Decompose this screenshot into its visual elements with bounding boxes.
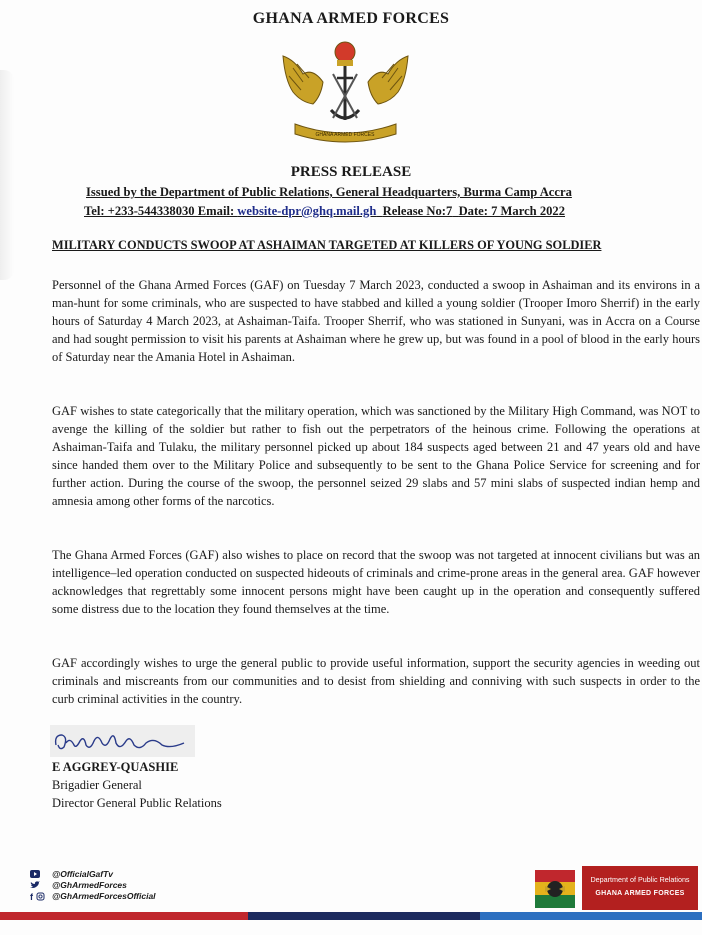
paragraph-4: GAF accordingly wishes to urge the general public to provide useful information, support the security agencies in weeding out criminals and miscreants from our communities and to desist from shielding and conniving with such suspects in order to the curb criminal activities in the country. <box>52 656 700 706</box>
organization-title: GHANA ARMED FORCES <box>252 10 450 27</box>
youtube-handle: @OfficialGafTv <box>52 869 114 879</box>
facebook-instagram-icon <box>30 892 52 901</box>
headline: MILITARY CONDUCTS SWOOP AT ASHAIMAN TARGETED AT KILLERS OF YOUNG SOLDIER <box>52 238 602 252</box>
facebook-instagram-handle: @GhArmedForcesOfficial <box>52 891 156 901</box>
tel-label: Tel: +233-544338030 Email: <box>84 204 238 218</box>
press-release-title: PRESS RELEASE <box>290 164 412 180</box>
twitter-icon <box>30 881 52 889</box>
release-date: Date: 7 March 2022 <box>458 204 566 218</box>
social-handles <box>30 869 230 902</box>
crest-banner-text: GHANA ARMED FORCES <box>315 132 375 138</box>
dpr-badge-icon <box>535 870 575 908</box>
paragraph-3: The Ghana Armed Forces (GAF) also wishes to place on record that the swoop was not targeted at innocent civilians but was an intelligence–led operation conducted on suspected hideouts of criminals and crime-prone areas in the general area. GAF however acknowledges that regrettably some innocent persons might have been caught up in the operation and consequently suffered some distress due to the location they found themselves at the time. <box>52 548 700 616</box>
ghana-armed-forces-crest-icon <box>273 38 418 146</box>
paragraph-2: GAF wishes to state categorically that the military operation, which was sanctioned by the Military High Command, was NOT to avenge the killing of the soldier but rather to fish out the perpetrators of the heinous crime. Following the operations at Ashaiman-Taifa and Tulaku, the military personnel picked up about 184 suspects aged between 21 and 47 years old and have since handed them over to the Military Police and subsequently to be sent to the Ghana Police Service for screening and for further action. During the course of the swoop, the personnel seized 29 slabs and 57 mini slabs of suspected indian hemp and amnesia among other forms of the narcotics. <box>52 404 700 508</box>
contact-line <box>84 204 684 219</box>
signatory-title: Director General Public Relations <box>52 796 222 810</box>
dept-footer-line1: Department of Public Relations <box>590 875 690 884</box>
social-facebook-instagram[interactable] <box>30 891 230 901</box>
paragraph-1: Personnel of the Ghana Armed Forces (GAF) on Tuesday 7 March 2023, conducted a swoop in Ashaiman and its environs in a man-hunt for some criminals, who are suspected to have stabbed and killed a young soldier (Trooper Imoro Sherrif) in the early hours of Saturday 4 March 2023, at Ashaiman-Taifa. Trooper Sherrif, who was stationed in Sunyani, was in Accra on a Course and had sought permission to visit his parents at Ashaiman where he grew up, but was found in a pool of blood in the early hours of Saturday near the Amania Hotel in Ashaiman. <box>52 278 700 364</box>
svg-text:f: f <box>30 891 33 901</box>
email-link[interactable]: website-dpr@ghq.mail.gh <box>237 204 377 218</box>
signatory-rank: Brigadier General <box>52 778 142 792</box>
dept-footer-line2: GHANA ARMED FORCES <box>595 890 685 897</box>
footer-color-bands <box>0 912 702 920</box>
social-twitter[interactable] <box>30 880 230 890</box>
youtube-icon <box>30 870 52 878</box>
dept-footer-box <box>582 866 698 910</box>
issued-by-line: Issued by the Department of Public Relations, General Headquarters, Burma Camp Accra <box>86 185 572 199</box>
band-navy <box>248 912 480 920</box>
handwritten-signature <box>50 725 195 757</box>
twitter-handle: @GhArmedForces <box>52 880 127 890</box>
signatory-name: E AGGREY-QUASHIE <box>52 760 179 774</box>
band-red <box>0 912 248 920</box>
social-youtube[interactable] <box>30 869 230 879</box>
band-blue <box>480 912 702 920</box>
release-number: Release No:7 <box>382 204 453 218</box>
